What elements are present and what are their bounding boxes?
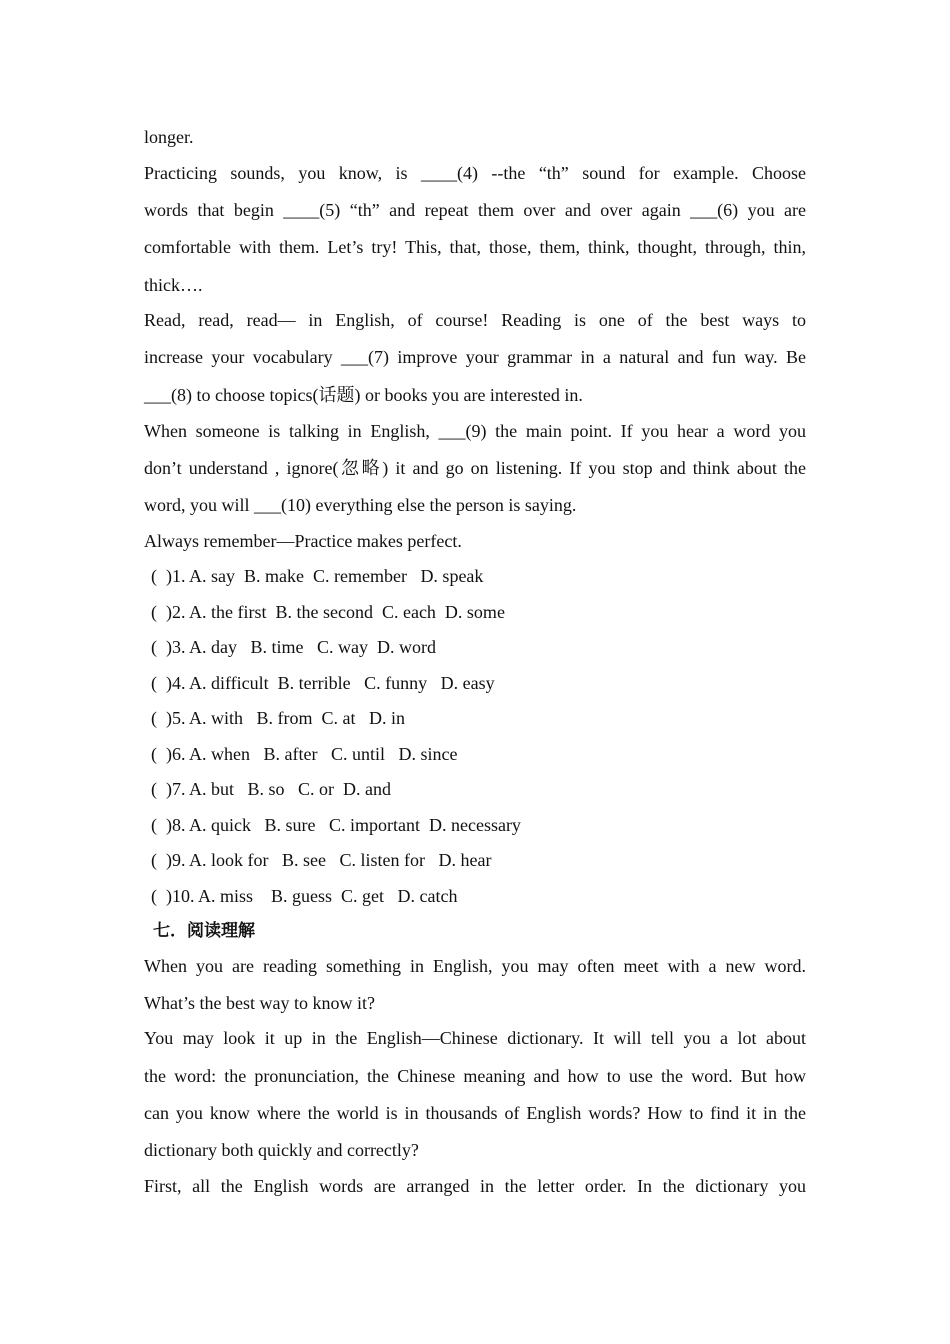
passage-line: increase your vocabulary ___(7) improve your grammar in a natural and fun way. Be bbox=[144, 347, 806, 367]
passage-line: word, you will ___(10) everything else the person is saying. bbox=[144, 495, 577, 515]
passage-line: Read, read, read— in English, of course! Reading is one of the best ways to bbox=[144, 310, 806, 330]
question-item: ( )10. A. miss B. guess C. get D. catch bbox=[151, 886, 458, 906]
reading-line: the word: the pronunciation, the Chinese meaning and how to use the word. But how bbox=[144, 1066, 806, 1086]
question-item: ( )6. A. when B. after C. until D. since bbox=[151, 744, 458, 764]
reading-line: What’s the best way to know it? bbox=[144, 993, 375, 1013]
question-item: ( )1. A. say B. make C. remember D. speak bbox=[151, 566, 484, 586]
passage-line: Always remember—Practice makes perfect. bbox=[144, 531, 462, 551]
section-heading: 七．阅读理解 bbox=[153, 921, 255, 941]
passage-line: words that begin ____(5) “th” and repeat them over and over again ___(6) you are bbox=[144, 200, 806, 220]
passage-line: Practicing sounds, you know, is ____(4) --the “th” sound for example. Choose bbox=[144, 163, 806, 183]
question-item: ( )2. A. the first B. the second C. each D. some bbox=[151, 602, 505, 622]
passage-line: ___(8) to choose topics(话题) or books you are interested in. bbox=[144, 385, 583, 405]
reading-line: dictionary both quickly and correctly? bbox=[144, 1140, 419, 1160]
reading-line: When you are reading something in English, you may often meet with a new word. bbox=[144, 956, 806, 976]
reading-line: can you know where the world is in thousands of English words? How to find it in the bbox=[144, 1103, 806, 1123]
question-item: ( )3. A. day B. time C. way D. word bbox=[151, 637, 436, 657]
question-item: ( )5. A. with B. from C. at D. in bbox=[151, 708, 405, 728]
passage-line: don’t understand , ignore(忽略) it and go on listening. If you stop and think about the bbox=[144, 458, 806, 478]
question-item: ( )9. A. look for B. see C. listen for D. hear bbox=[151, 850, 492, 870]
passage-line: When someone is talking in English, ___(9) the main point. If you hear a word you bbox=[144, 421, 806, 441]
question-item: ( )4. A. difficult B. terrible C. funny D. easy bbox=[151, 673, 495, 693]
reading-line: First, all the English words are arranged in the letter order. In the dictionary you bbox=[144, 1176, 806, 1196]
passage-line: thick…. bbox=[144, 275, 203, 295]
passage-line: longer. bbox=[144, 127, 194, 147]
question-item: ( )7. A. but B. so C. or D. and bbox=[151, 779, 391, 799]
passage-line: comfortable with them. Let’s try! This, that, those, them, think, thought, through, thin, bbox=[144, 237, 806, 257]
question-item: ( )8. A. quick B. sure C. important D. necessary bbox=[151, 815, 521, 835]
reading-line: You may look it up in the English—Chinese dictionary. It will tell you a lot about bbox=[144, 1028, 806, 1048]
